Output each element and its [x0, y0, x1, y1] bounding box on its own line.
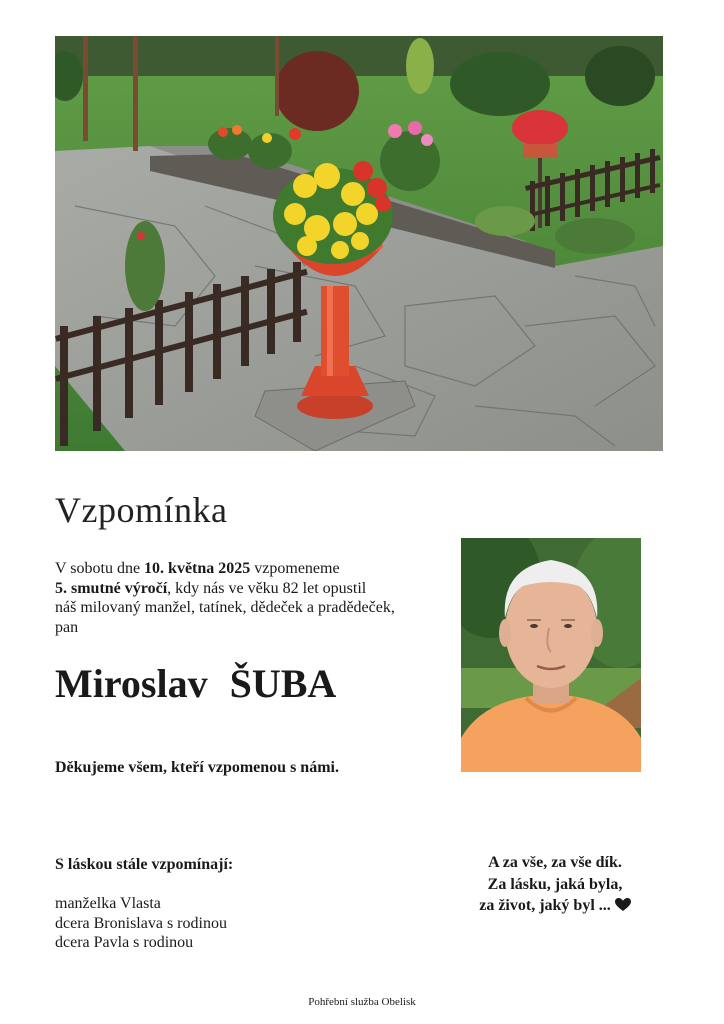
family-list [55, 894, 227, 953]
heart-icon [615, 898, 631, 912]
thanks-text: Děkujeme všem, kteří vzpomenou s námi. [55, 759, 339, 776]
family-member: manželka Vlasta [55, 895, 161, 912]
poem-line: A za vše, za vše dík. [488, 854, 622, 871]
poem [455, 852, 655, 917]
intro-text: vzpomeneme [250, 560, 340, 577]
intro-text: náš milovaný manžel, tatínek, dědeček a pradědeček, [55, 599, 395, 616]
family-member: dcera Pavla s rodinou [55, 934, 194, 951]
footer-credit: Pohřební služba Obelisk [308, 996, 416, 1008]
remember-heading: S láskou stále vzpomínají: [55, 856, 234, 873]
memorial-date: 10. května 2025 [144, 560, 251, 577]
intro-text: , kdy nás ve věku 82 let opustil [167, 579, 367, 597]
poem-line-last [455, 895, 655, 917]
poem-line: Za lásku, jaká byla, [487, 875, 623, 893]
anniversary-text: 5. smutné výročí [55, 579, 168, 597]
intro-text: pan [55, 618, 79, 636]
first-name: Miroslav [55, 661, 208, 706]
intro-text: V sobotu dne [55, 560, 145, 577]
poem-line-text: za život, jaký byl ... [479, 897, 611, 914]
surname: ŠUBA [229, 661, 337, 706]
garden-photo [55, 36, 663, 451]
family-member: dcera Bronislava s rodinou [55, 914, 227, 932]
portrait-photo [461, 538, 641, 772]
page-title: Vzpomínka [55, 490, 228, 530]
intro-paragraph [55, 559, 435, 637]
deceased-name [55, 661, 337, 706]
